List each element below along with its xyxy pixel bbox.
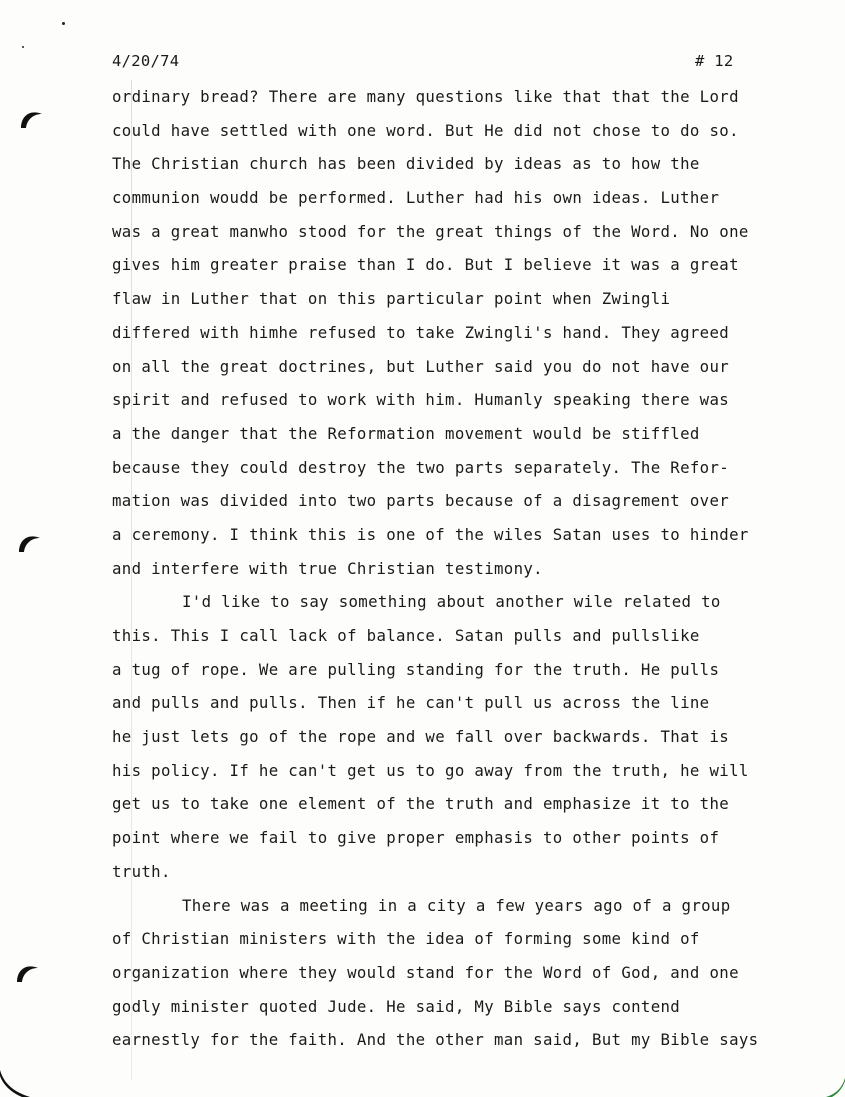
paragraph	[112, 591, 812, 894]
text-line: a the danger that the Reformation movement would be stiffled	[112, 423, 700, 443]
paragraph	[112, 86, 812, 591]
text-line: There was a meeting in a city a few years ago of a group	[182, 895, 731, 915]
text-line: ordinary bread? There are many questions like that that the Lord	[112, 87, 739, 106]
punch-hole-mark-top	[18, 106, 44, 132]
corner-mark-bottom-right	[822, 1078, 845, 1097]
page-date: 4/20/74	[112, 52, 180, 70]
text-line: of Christian ministers with the idea of forming some kind of	[112, 929, 700, 949]
text-line: communion woudd be performed. Luther had his own ideas. Luther	[112, 188, 720, 208]
paragraph	[112, 895, 812, 1063]
text-line: he just lets go of the rope and we fall over backwards. That is	[112, 727, 730, 747]
page-number: # 12	[695, 52, 734, 70]
text-line: his policy. If he can't get us to go away from the truth, he will	[112, 760, 749, 780]
text-line: truth.	[112, 861, 171, 881]
text-line: was a great manwho stood for the great things of the Word. No one	[112, 221, 749, 241]
text-line: The Christian church has been divided by ideas as to how the	[112, 154, 700, 174]
text-line: earnestly for the faith. And the other man said, But my Bible says	[112, 1030, 759, 1050]
text-line: flaw in Luther that on this particular point when Zwingli	[112, 289, 671, 309]
page-body	[112, 86, 812, 1063]
ink-speck	[62, 22, 65, 25]
text-line: godly minister quoted Jude. He said, My Bible says contend	[112, 996, 681, 1016]
text-line: a ceremony. I think this is one of the wiles Satan uses to hinder	[112, 524, 749, 544]
punch-hole-mark-middle	[16, 530, 42, 556]
ink-speck	[22, 46, 24, 48]
text-line: and pulls and pulls. Then if he can't pull us across the line	[112, 693, 710, 713]
text-line: point where we fail to give proper emphasis to other points of	[112, 828, 720, 848]
text-line: I'd like to say something about another wile related to	[182, 592, 721, 612]
text-line: on all the great doctrines, but Luther said you do not have our	[112, 356, 730, 376]
text-line: a tug of rope. We are pulling standing for the truth. He pulls	[112, 659, 720, 679]
text-line: get us to take one element of the truth and emphasize it to the	[112, 794, 730, 814]
corner-mark-bottom-left	[0, 1070, 30, 1097]
text-line: differed with himhe refused to take Zwingli's hand. They agreed	[112, 322, 730, 342]
text-line: this. This I call lack of balance. Satan pulls and pullslike	[112, 626, 700, 645]
text-line: mation was divided into two parts because of a disagrement over	[112, 491, 730, 511]
text-line: spirit and refused to work with him. Humanly speaking there was	[112, 390, 730, 410]
text-line: gives him greater praise than I do. But I believe it was a great	[112, 255, 739, 275]
punch-hole-mark-bottom	[14, 960, 40, 986]
text-line: organization where they would stand for the Word of God, and one	[112, 962, 739, 982]
text-line: and interfere with true Christian testimony.	[112, 558, 543, 578]
text-line: could have settled with one word. But He did not chose to do so.	[112, 120, 739, 140]
text-line: because they could destroy the two parts separately. The Refor-	[112, 457, 730, 477]
